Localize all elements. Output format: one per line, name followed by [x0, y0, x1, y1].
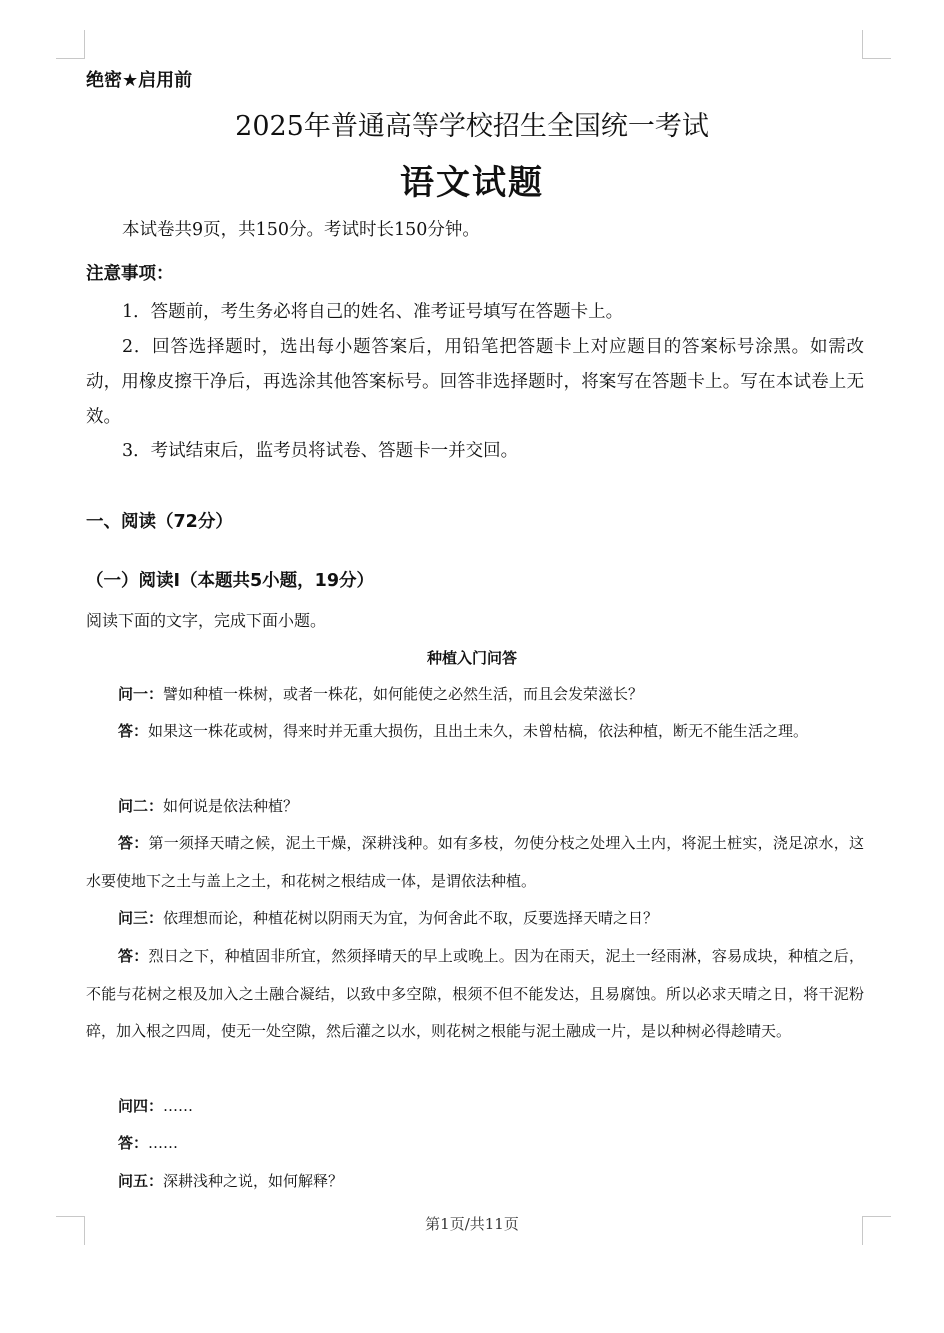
qa-answer: [86, 938, 864, 1051]
qa-text: 如果这一株花或树，得来时并无重大损伤，且出土未久，未曾枯槁，依法种植，断无不能生活之理。: [148, 722, 809, 740]
qa-question: [86, 1163, 864, 1201]
notice-item: 3．考试结束后，监考员将试卷、答题卡一并交回。: [122, 441, 519, 461]
qa-label: 问二：: [118, 797, 164, 815]
qa-label: 答：: [118, 1134, 149, 1152]
qa-question: [86, 676, 864, 714]
qa-question: [86, 1088, 864, 1126]
qa-text: 深耕浅种之说，如何解释？: [163, 1172, 344, 1190]
qa-question: [86, 788, 864, 826]
qa-text: 烈日之下，种植固非所宜，然须择晴天的早上或晚上。因为在雨天，泥土一经雨淋，容易成块，种植之后，不能与花树之根及加入之土融合凝结，以致中多空隙，根须不但不能发达，且易腐蚀。所以必求天晴之日，将干泥粉碎，加入根之四周，使无一处空隙，然后灌之以水，则花树之根能与泥土融成一片，是以种树必得趁晴天。: [86, 947, 864, 1040]
qa-label: 答：: [118, 947, 149, 965]
qa-text: 譬如种植一株树，或者一株花，如何能使之必然生活，而且会发荣滋长？: [163, 685, 644, 703]
qa-answer: [86, 1125, 864, 1163]
qa-text: ……: [148, 1134, 179, 1152]
qa-text: 第一须择天晴之候，泥土干燥，深耕浅种。如有多枝，勿使分枝之处埋入土内，将泥土桩实，浇足凉水，这水要使地下之土与盖上之土，和花树之根结成一体，是谓依法种植。: [86, 834, 864, 890]
notice-item: 2．回答选择题时，选出每小题答案后，用铅笔把答题卡上对应题目的答案标号涂黑。如需改动，用橡皮擦干净后，再选涂其他答案标号。回答非选择题时，将案写在答题卡上。写在本试卷上无效。: [86, 337, 864, 427]
qa-label: 问五：: [118, 1172, 164, 1190]
notice-title: 注意事项：: [86, 264, 174, 284]
qa-label: 问三：: [118, 909, 164, 927]
exam-intro: 本试卷共9页，共150分。考试时长150分钟。: [122, 220, 480, 240]
qa-text: 依理想而论，种植花树以阴雨天为宜，为何舍此不取，反要选择天晴之日？: [163, 909, 659, 927]
subsection-title: （一）阅读I（本题共5小题，19分）: [86, 571, 375, 591]
qa-label: 答：: [118, 834, 149, 852]
exam-title: 2025年普通高等学校招生全国统一考试: [235, 111, 709, 142]
subject-title: 语文试题: [400, 163, 544, 203]
passage-title: 种植入门问答: [426, 649, 517, 667]
notice-item: 1．答题前，考生务必将自己的姓名、准考证号填写在答题卡上。: [122, 302, 624, 322]
reading-instruction: 阅读下面的文字，完成下面小题。: [86, 611, 327, 630]
qa-label: 答：: [118, 722, 149, 740]
qa-text: ……: [163, 1097, 194, 1115]
secret-mark: 绝密★启用前: [86, 70, 193, 91]
crop-mark-top-left: [56, 30, 85, 59]
qa-label: 问四：: [118, 1097, 164, 1115]
section-title: 一、阅读（72分）: [86, 512, 233, 532]
page-indicator: 第1页/共11页: [425, 1215, 519, 1233]
qa-answer: [86, 713, 864, 751]
qa-label: 问一：: [118, 685, 164, 703]
qa-answer: [86, 825, 864, 900]
qa-question: [86, 900, 864, 938]
crop-mark-top-right: [862, 30, 891, 59]
qa-text: 如何说是依法种植？: [163, 797, 299, 815]
